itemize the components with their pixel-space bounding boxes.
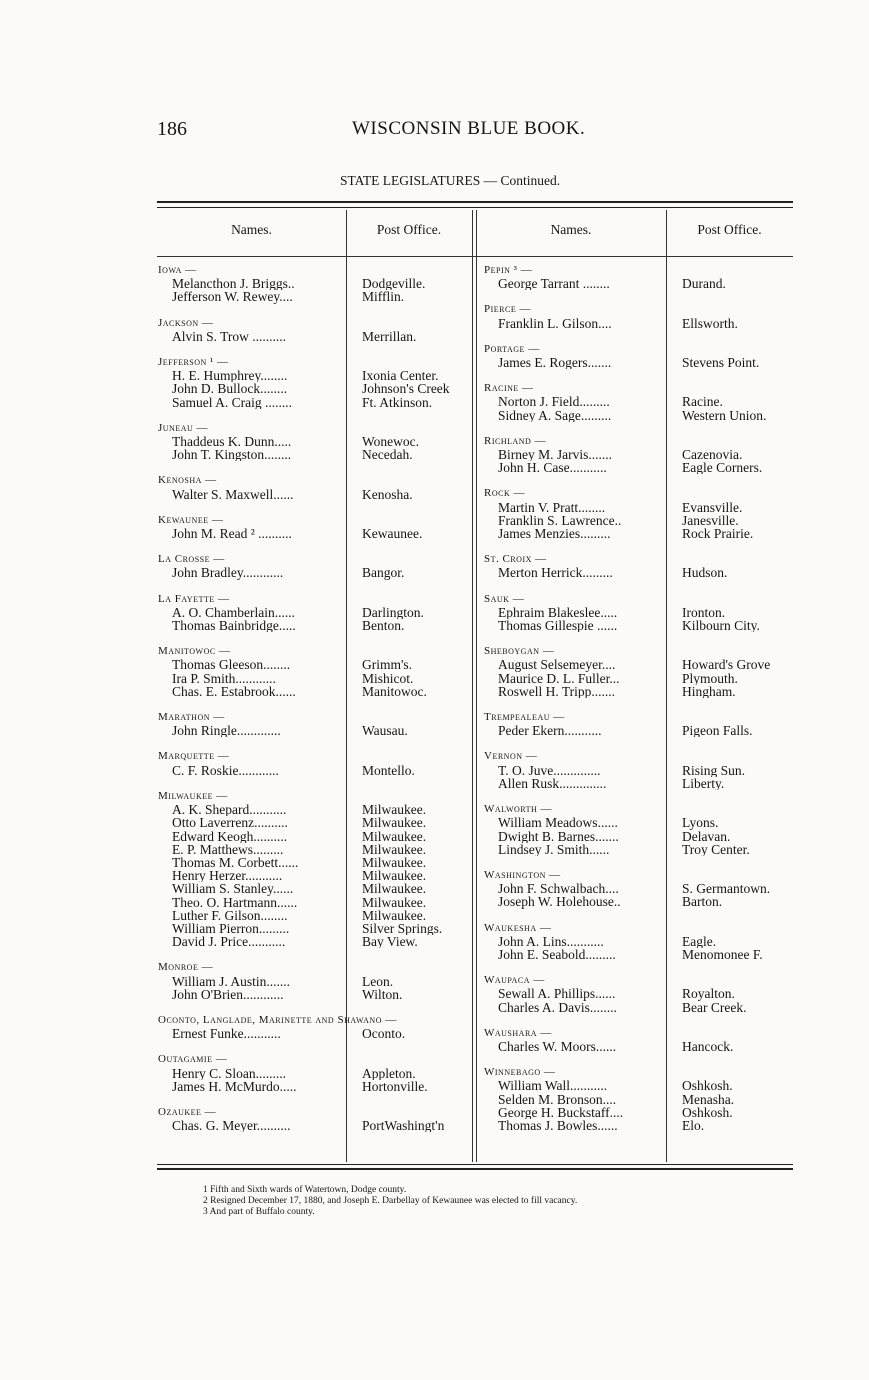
legislator-row <box>484 935 794 948</box>
county-group <box>484 435 794 475</box>
post-office: Mifflin. <box>362 290 405 304</box>
post-office: Grimm's. <box>362 658 413 672</box>
legislator-row <box>158 382 474 395</box>
legislator-row <box>158 396 474 409</box>
legislator-name: Thomas J. Bowles...... <box>498 1118 618 1133</box>
post-office: Milwaukee. <box>362 895 427 909</box>
legislator-row <box>158 435 474 448</box>
legislator-row <box>484 895 794 908</box>
post-office: Bangor. <box>362 566 405 580</box>
legislator-name: Birney M. Jarvis....... <box>498 448 612 462</box>
county-name: Walworth — <box>484 803 553 816</box>
post-office: Barton. <box>682 895 723 909</box>
county-name: Trempealeau — <box>484 711 565 724</box>
county-name: Outagamie — <box>158 1053 228 1066</box>
legislator-row <box>484 816 794 829</box>
post-office: Hortonville. <box>362 1079 428 1093</box>
post-office: S. Germantown. <box>682 882 771 896</box>
legislator-name: Thomas Gleeson........ <box>172 658 291 672</box>
legislator-name: Chas. E. Estabrook...... <box>172 684 296 699</box>
legislator-name: John Bradley............ <box>172 566 284 580</box>
legislator-name: Maurice D. L. Fuller... <box>498 671 620 685</box>
legislator-name: Franklin L. Gilson.... <box>498 316 612 330</box>
county-group <box>158 264 474 304</box>
legislator-row <box>484 1119 794 1132</box>
legislator-row <box>484 514 794 527</box>
legislator-name: John O'Brien............ <box>172 987 284 1001</box>
legislator-row <box>158 685 474 698</box>
county-group <box>484 1066 794 1132</box>
county-group <box>158 356 474 409</box>
legislator-row <box>484 777 794 790</box>
legislator-row <box>158 922 474 935</box>
legislator-name: Joseph W. Holehouse.. <box>498 895 621 909</box>
post-office: Rising Sun. <box>682 763 746 777</box>
post-office: Benton. <box>362 619 405 633</box>
county-group <box>484 750 794 790</box>
legislator-name: Thaddeus K. Dunn..... <box>172 435 292 449</box>
post-office: Stevens Point. <box>682 356 760 370</box>
post-office: Milwaukee. <box>362 829 427 843</box>
post-office: Dodgeville. <box>362 277 426 291</box>
legislator-name: Henry C. Sloan......... <box>172 1066 286 1080</box>
legislator-row <box>158 290 474 303</box>
legislator-name: Henry Herzer........... <box>172 869 283 883</box>
legislator-name: Chas. G. Meyer.......... <box>172 1119 291 1133</box>
legislator-row <box>484 448 794 461</box>
legislator-name: Roswell H. Tripp....... <box>498 684 616 699</box>
legislator-name: C. F. Roskie............ <box>172 763 279 777</box>
post-office: Silver Springs. <box>362 921 443 936</box>
legislator-row <box>484 1093 794 1106</box>
post-office: Rock Prairie. <box>682 527 754 541</box>
legislator-row <box>484 1001 794 1014</box>
legislator-name: Walter S. Maxwell...... <box>172 487 294 501</box>
post-office: PortWashingt'n <box>362 1119 445 1133</box>
legislator-name: James H. McMurdo..... <box>172 1079 297 1093</box>
post-office: Bay View. <box>362 935 418 949</box>
legislator-row <box>484 277 794 290</box>
legislator-row <box>484 527 794 540</box>
legislator-row <box>158 869 474 882</box>
top-rule-thin <box>157 207 793 208</box>
legislator-row <box>484 764 794 777</box>
county-group <box>484 1027 794 1053</box>
county-group <box>484 382 794 422</box>
legislator-row <box>158 658 474 671</box>
post-office: Milwaukee. <box>362 882 427 896</box>
legislator-row <box>484 1106 794 1119</box>
legislator-row <box>158 843 474 856</box>
post-office: Wilton. <box>362 987 403 1001</box>
legislator-name: Luther F. Gilson........ <box>172 908 288 922</box>
legislator-name: John D. Bullock........ <box>172 382 288 396</box>
legislator-name: David J. Price........... <box>172 935 286 949</box>
legislator-name: George H. Buckstaff.... <box>498 1105 624 1119</box>
county-name: Milwaukee — <box>158 789 228 802</box>
post-office: Wausau. <box>362 724 408 738</box>
county-name: Portage — <box>484 342 540 355</box>
county-name: Washington — <box>484 868 561 881</box>
legislator-name: Thomas M. Corbett...... <box>172 855 299 870</box>
post-office: Cazenovia. <box>682 448 743 462</box>
legislator-name: Melancthon J. Briggs.. <box>172 277 295 291</box>
legislator-row <box>158 830 474 843</box>
legislator-name: Thomas Gillespie ...... <box>498 619 618 633</box>
legislator-name: William Meadows...... <box>498 816 618 830</box>
county-name: Pepin ³ — <box>484 264 533 276</box>
legislator-row <box>484 843 794 856</box>
post-office: Durand. <box>682 277 726 291</box>
post-office: Milwaukee. <box>362 869 427 883</box>
post-office: Kilbourn City. <box>682 619 760 633</box>
post-office: Hudson. <box>682 566 728 580</box>
header-names-right: Names. <box>550 222 592 237</box>
legislator-row <box>158 988 474 1001</box>
post-office: Racine. <box>682 395 723 409</box>
county-name: Monroe — <box>158 961 214 974</box>
legislator-row <box>158 606 474 619</box>
top-rule <box>157 201 793 203</box>
right-column <box>484 264 794 1145</box>
post-office: Mishicot. <box>362 671 414 685</box>
left-column <box>158 264 474 1145</box>
legislator-row <box>484 882 794 895</box>
county-name: Racine — <box>484 382 534 395</box>
county-group <box>158 961 474 1001</box>
post-office: Lyons. <box>682 816 719 830</box>
post-office: Bear Creek. <box>682 1000 747 1014</box>
post-office: Troy Center. <box>682 842 750 856</box>
county-group <box>484 645 794 698</box>
legislator-name: Charles A. Davis........ <box>498 1000 617 1014</box>
legislator-row <box>158 672 474 685</box>
legislator-name: August Selsemeyer.... <box>498 658 616 672</box>
post-office: Oshkosh. <box>682 1079 733 1093</box>
post-office: Menasha. <box>682 1092 735 1106</box>
county-name: Oconto, Langlade, Marinette and Shawano — <box>158 1013 397 1026</box>
county-name: Sheboygan — <box>484 645 555 658</box>
header-post-office-left: Post Office. <box>376 222 442 237</box>
legislator-name: Dwight B. Barnes....... <box>498 829 619 843</box>
legislator-row <box>484 317 794 330</box>
legislator-name: Ira P. Smith............ <box>172 671 276 685</box>
legislator-name: Allen Rusk.............. <box>498 776 607 791</box>
county-group <box>158 790 474 948</box>
center-divider <box>476 210 477 1162</box>
legislator-name: William Pierron......... <box>172 921 290 936</box>
legislator-row <box>158 369 474 382</box>
post-office: Milwaukee. <box>362 803 427 817</box>
legislator-row <box>158 330 474 343</box>
county-name: Marathon — <box>158 711 225 724</box>
legislator-row <box>158 816 474 829</box>
legislator-row <box>158 975 474 988</box>
county-name: Waupaca — <box>484 974 545 987</box>
post-office: Eagle Corners. <box>682 461 763 475</box>
legislator-row <box>484 724 794 737</box>
legislator-name: George Tarrant ........ <box>498 277 610 291</box>
post-office: Johnson's Creek <box>362 382 450 396</box>
post-office: Pigeon Falls. <box>682 724 753 738</box>
legislator-name: Charles W. Moors...... <box>498 1039 617 1054</box>
county-name: Richland — <box>484 434 547 447</box>
post-office: Necedah. <box>362 448 413 462</box>
legislator-row <box>484 395 794 408</box>
county-group <box>158 645 474 698</box>
post-office: Darlington. <box>362 605 424 620</box>
legislator-name: Selden M. Bronson.... <box>498 1092 617 1106</box>
post-office: Western Union. <box>682 408 767 422</box>
county-group <box>484 553 794 579</box>
post-office: Oconto. <box>362 1027 406 1041</box>
legislator-name: Martin V. Pratt........ <box>498 500 606 514</box>
county-name: Jefferson ¹ — <box>158 356 229 369</box>
county-name: La Fayette — <box>158 592 230 605</box>
legislator-row <box>158 764 474 777</box>
legislator-name: John E. Seabold......... <box>498 947 616 962</box>
post-office: Ixonia Center. <box>362 369 439 383</box>
legislator-row <box>484 566 794 579</box>
county-group <box>158 317 474 343</box>
legislator-name: Ernest Funke........... <box>172 1027 281 1041</box>
legislator-row <box>484 658 794 671</box>
county-name: Rock — <box>484 487 525 500</box>
legislator-row <box>484 987 794 1000</box>
county-group <box>158 553 474 579</box>
post-office: Evansville. <box>682 500 743 514</box>
post-office: Merrillan. <box>362 329 417 344</box>
county-name: Iowa — <box>158 264 197 276</box>
county-name: Manitowoc — <box>158 645 231 658</box>
legislator-name: James E. Rogers....... <box>498 356 612 370</box>
legislator-row <box>158 448 474 461</box>
legislator-row <box>484 672 794 685</box>
legislator-name: John Ringle............. <box>172 724 281 738</box>
county-group <box>484 487 794 540</box>
post-office: Manitowoc. <box>362 684 427 699</box>
bottom-rule <box>157 1164 793 1165</box>
post-office: Kewaunee. <box>362 527 423 541</box>
bottom-rule-thick <box>157 1168 793 1170</box>
county-name: Pierce — <box>484 303 531 316</box>
county-group <box>484 343 794 369</box>
legislator-name: John T. Kingston........ <box>172 448 292 462</box>
legislator-row <box>158 896 474 909</box>
legislator-name: Peder Ekern........... <box>498 724 602 738</box>
legislator-name: Sewall A. Phillips...... <box>498 987 616 1001</box>
county-name: La Crosse — <box>158 553 225 566</box>
county-name: Waukesha — <box>484 921 552 934</box>
legislator-name: Sidney A. Sage......... <box>498 408 612 422</box>
legislator-name: John M. Read ² .......... <box>172 527 292 541</box>
legislator-name: Lindsey J. Smith...... <box>498 842 610 856</box>
header-post-office-right: Post Office. <box>697 222 762 237</box>
footnote: 1 Fifth and Sixth wards of Watertown, Dodge county. <box>203 1185 407 1195</box>
county-group <box>484 974 794 1014</box>
post-office: Hancock. <box>682 1039 734 1054</box>
county-name: Marquette — <box>158 750 230 763</box>
legislator-row <box>158 566 474 579</box>
county-group <box>484 303 794 329</box>
running-title: WISCONSIN BLUE BOOK. <box>352 118 586 139</box>
legislator-name: William Wall........... <box>498 1079 608 1093</box>
legislator-name: Otto Laverrenz.......... <box>172 816 288 830</box>
legislator-name: Theo. O. Hartmann...... <box>172 895 298 909</box>
legislator-name: Thomas Bainbridge..... <box>172 619 296 633</box>
post-office: Royalton. <box>682 987 735 1001</box>
post-office: Delavan. <box>682 829 731 843</box>
header-rule <box>157 256 793 257</box>
legislator-row <box>158 724 474 737</box>
legislator-name: A. O. Chamberlain...... <box>172 605 295 620</box>
legislator-row <box>158 277 474 290</box>
post-office: Ft. Atkinson. <box>362 395 433 409</box>
legislator-row <box>484 685 794 698</box>
county-group <box>484 711 794 737</box>
county-name: Kewaunee — <box>158 513 224 526</box>
county-group <box>158 593 474 633</box>
post-office: Hingham. <box>682 684 736 699</box>
county-group <box>158 1014 474 1040</box>
legislator-row <box>158 803 474 816</box>
post-office: Janesville. <box>682 513 739 528</box>
legislator-name: James Menzies......... <box>498 527 611 541</box>
page-number: 186 <box>157 118 187 140</box>
footnotes <box>203 1185 577 1218</box>
post-office: Leon. <box>362 974 394 988</box>
county-group <box>158 474 474 500</box>
legislator-row <box>484 1040 794 1053</box>
legislator-name: Alvin S. Trow .......... <box>172 329 287 344</box>
county-name: Vernon — <box>484 750 538 763</box>
legislator-row <box>158 1080 474 1093</box>
footnote: 3 And part of Buffalo county. <box>203 1207 315 1217</box>
legislator-row <box>158 1119 474 1132</box>
post-office: Montello. <box>362 763 415 777</box>
legislator-row <box>484 606 794 619</box>
county-group <box>158 514 474 540</box>
county-group <box>484 593 794 633</box>
legislator-name: John H. Case........... <box>498 461 607 475</box>
legislator-row <box>484 830 794 843</box>
legislator-row <box>484 356 794 369</box>
legislator-name: Jefferson W. Rewey.... <box>172 290 293 304</box>
legislator-row <box>484 619 794 632</box>
county-group <box>158 1053 474 1093</box>
legislator-row <box>158 527 474 540</box>
header-names-left: Names. <box>231 222 272 237</box>
post-office: Wonewoc. <box>362 435 420 449</box>
post-office: Ellsworth. <box>682 316 738 330</box>
post-office: Milwaukee. <box>362 908 427 922</box>
legislator-row <box>484 1079 794 1092</box>
post-office: Milwaukee. <box>362 816 427 830</box>
county-name: St. Croix — <box>484 553 547 566</box>
legislator-row <box>158 935 474 948</box>
post-office: Plymouth. <box>682 671 738 685</box>
legislator-name: E. P. Matthews......... <box>172 842 284 856</box>
county-name: Jackson — <box>158 316 214 329</box>
county-group <box>158 750 474 776</box>
post-office: Menomonee F. <box>682 947 763 962</box>
county-group <box>484 869 794 909</box>
post-office: Elo. <box>682 1118 705 1133</box>
legislator-name: Merton Herrick......... <box>498 566 613 580</box>
county-group <box>484 803 794 856</box>
legislator-row <box>158 909 474 922</box>
legislator-name: William J. Austin....... <box>172 974 290 988</box>
legislator-row <box>484 461 794 474</box>
legislator-row <box>158 882 474 895</box>
county-group <box>158 422 474 462</box>
legislator-row <box>158 488 474 501</box>
county-group <box>158 711 474 737</box>
legislator-row <box>484 409 794 422</box>
post-office: Kenosha. <box>362 487 413 501</box>
legislator-name: William S. Stanley...... <box>172 882 294 896</box>
county-name: Kenosha — <box>158 474 217 487</box>
legislator-name: Samuel A. Craig ........ <box>172 395 292 409</box>
county-name: Winnebago — <box>484 1066 556 1079</box>
legislator-name: Edward Keogh.......... <box>172 829 288 843</box>
legislator-row <box>158 1067 474 1080</box>
post-office: Ironton. <box>682 605 726 620</box>
county-name: Juneau — <box>158 421 209 434</box>
post-office: Oshkosh. <box>682 1105 733 1119</box>
county-group <box>484 922 794 962</box>
legislator-name: Ephraim Blakeslee..... <box>498 605 618 620</box>
legislator-row <box>484 501 794 514</box>
county-group <box>158 1106 474 1132</box>
legislator-name: Franklin S. Lawrence.. <box>498 513 622 528</box>
legislator-row <box>158 619 474 632</box>
county-name: Waushara — <box>484 1026 552 1039</box>
footnote: 2 Resigned December 17, 1880, and Joseph E. Darbellay of Kewaunee was elected to fill vacancy. <box>203 1196 578 1206</box>
legislator-name: Norton J. Field......... <box>498 395 610 409</box>
legislator-name: John F. Schwalbach.... <box>498 882 619 896</box>
legislator-name: John A. Lins........... <box>498 934 604 948</box>
post-office: Howard's Grove <box>682 658 771 672</box>
post-office: Appleton. <box>362 1066 416 1080</box>
county-name: Sauk — <box>484 592 525 605</box>
legislator-name: H. E. Humphrey........ <box>172 369 288 383</box>
county-group <box>484 264 794 290</box>
legislator-row <box>158 856 474 869</box>
legislator-row <box>158 1027 474 1040</box>
county-name: Ozaukee — <box>158 1105 217 1118</box>
legislator-name: T. O. Juve.............. <box>498 763 601 777</box>
post-office: Milwaukee. <box>362 855 427 870</box>
post-office: Milwaukee. <box>362 842 427 856</box>
legislator-row <box>484 948 794 961</box>
post-office: Eagle. <box>682 934 717 948</box>
post-office: Liberty. <box>682 776 725 791</box>
legislator-name: A. K. Shepard........... <box>172 803 287 817</box>
section-title: STATE LEGISLATURES — Continued. <box>340 173 561 188</box>
